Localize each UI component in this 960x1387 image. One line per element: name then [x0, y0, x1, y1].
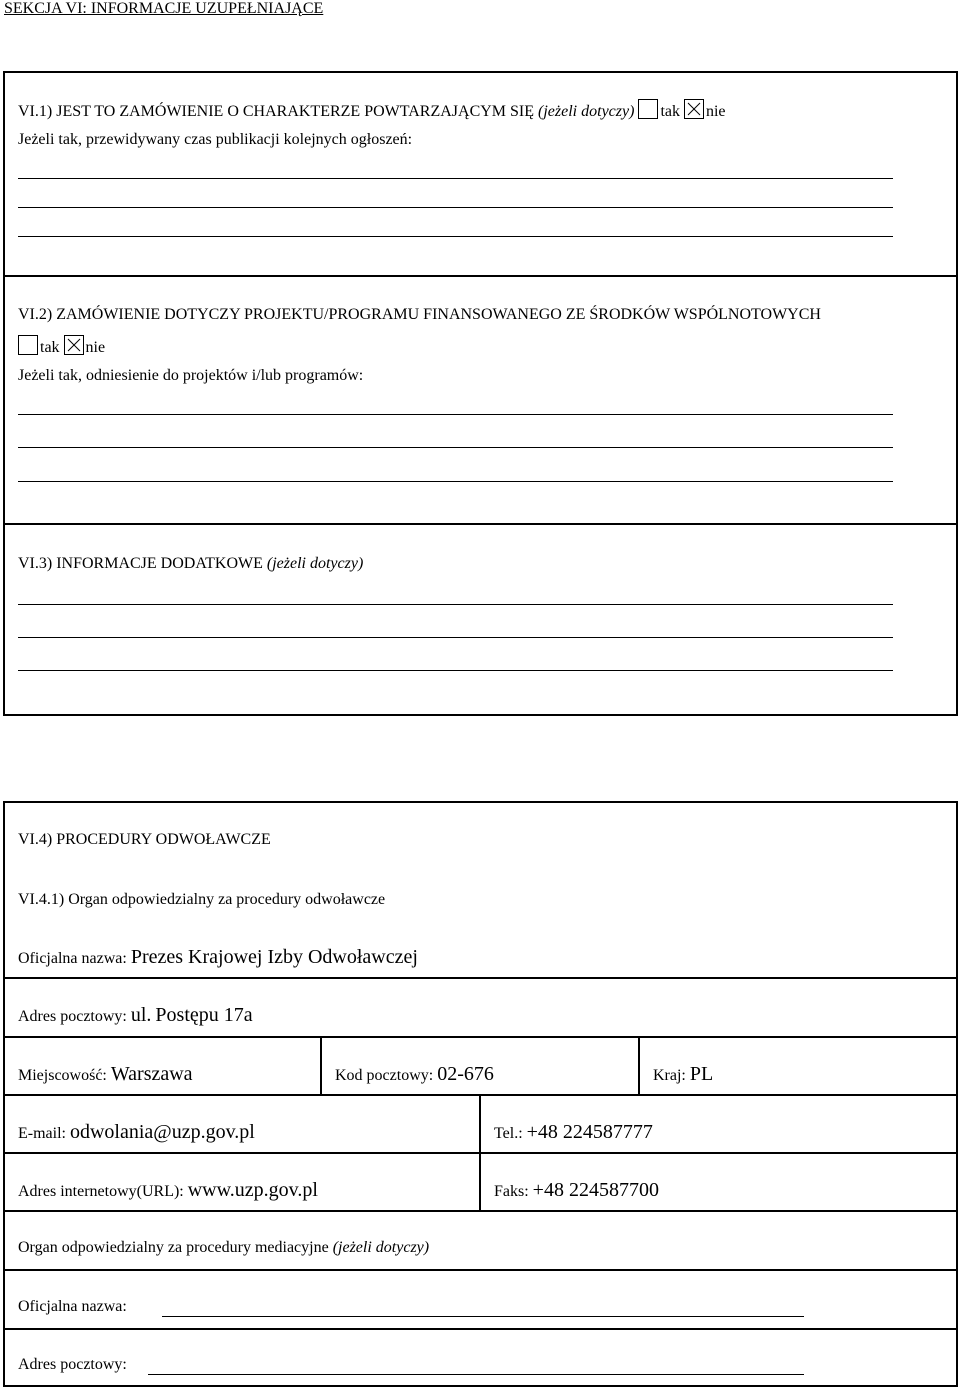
vi3-title: VI.3) INFORMACJE DODATKOWE	[18, 555, 263, 572]
fax-label: Faks:	[494, 1183, 529, 1200]
vi1-note: (jeżeli dotyczy)	[538, 103, 635, 120]
vi2-options	[18, 335, 105, 358]
mediation-address-line[interactable]	[148, 1374, 804, 1375]
vi2-title: VI.2) ZAMÓWIENIE DOTYCZY PROJEKTU/PROGRAMU FINANSOWANEGO ZE ŚRODKÓW WSPÓLNOTOWYCH	[18, 306, 821, 323]
address-prefix: ul.	[130, 1004, 152, 1026]
mediation-name-field	[18, 1297, 127, 1317]
city-label: Miejscowość:	[18, 1067, 107, 1084]
vi2-option-no: nie	[85, 339, 106, 356]
row-divider-2	[3, 1036, 958, 1038]
vi2-if-yes-text: odniesienie do projektów i/lub programów:	[85, 367, 364, 384]
address-field	[18, 1002, 253, 1030]
mediation-note: (jeżeli dotyczy)	[332, 1239, 430, 1256]
address-value: Postępu 17a	[155, 1004, 253, 1026]
row-divider-6	[3, 1269, 958, 1271]
vi1-heading	[18, 99, 726, 122]
country-value: PL	[689, 1063, 714, 1085]
row-divider-1	[3, 977, 958, 979]
official-name-value: Prezes Krajowej Izby Odwoławczej	[130, 946, 418, 968]
email-field	[18, 1119, 255, 1147]
vi3-line-3	[18, 670, 893, 671]
vi3-line-1	[18, 604, 893, 605]
vi1-title: VI.1) JEST TO ZAMÓWIENIE O CHARAKTERZE POWTARZAJĄCYM SIĘ	[18, 103, 535, 120]
city-value: Warszawa	[110, 1063, 193, 1085]
col-divider-1	[320, 1036, 322, 1094]
mediation-title: Organ odpowiedzialny za procedury mediacyjne	[18, 1239, 329, 1256]
vi1-checkbox-no[interactable]	[684, 99, 704, 119]
vi1-checkbox-yes[interactable]	[638, 99, 658, 119]
mediation-address-field	[18, 1355, 127, 1375]
fax-field	[494, 1177, 659, 1205]
vi2-line-1	[18, 414, 893, 415]
section-title: SEKCJA VI: INFORMACJE UZUPEŁNIAJĄCE	[4, 0, 324, 17]
vi2-checkbox-yes[interactable]	[18, 335, 38, 355]
mediation-heading	[18, 1238, 429, 1258]
info-box	[3, 71, 958, 716]
phone-field	[494, 1119, 653, 1147]
email-value[interactable]: odwolania@uzp.gov.pl	[69, 1121, 255, 1143]
divider-vi1-vi2	[3, 275, 958, 277]
vi4-title: VI.4) PROCEDURY ODWOŁAWCZE	[18, 831, 271, 848]
phone-value: +48 224587777	[526, 1121, 653, 1143]
postal-value: 02-676	[437, 1063, 494, 1085]
phone-label: Tel.:	[494, 1125, 523, 1142]
col-divider-2	[638, 1036, 640, 1094]
vi1-line-1	[18, 178, 893, 179]
fax-value: +48 224587700	[532, 1179, 659, 1201]
vi2-checkbox-no[interactable]	[64, 335, 84, 355]
url-field	[18, 1177, 318, 1205]
vi1-if-yes-text: przewidywany czas publikacji kolejnych ogłoszeń:	[85, 131, 413, 148]
vi2-line-3	[18, 481, 893, 482]
address-label: Adres pocztowy:	[18, 1008, 127, 1025]
official-name-label: Oficjalna nazwa:	[18, 950, 127, 967]
mediation-name-label: Oficjalna nazwa:	[18, 1298, 127, 1315]
country-label: Kraj:	[653, 1067, 686, 1084]
url-value[interactable]: www.uzp.gov.pl	[187, 1179, 318, 1201]
city-field	[18, 1061, 193, 1089]
vi2-if-yes-bold: Jeżeli tak,	[18, 367, 82, 384]
vi1-option-no: nie	[705, 103, 726, 120]
url-label: Adres internetowy(URL):	[18, 1183, 184, 1200]
vi2-if-yes	[18, 366, 363, 386]
vi2-option-yes: tak	[40, 339, 60, 356]
mediation-name-line[interactable]	[162, 1316, 804, 1317]
vi3-line-2	[18, 637, 893, 638]
official-name-field	[18, 944, 418, 972]
row-divider-7	[3, 1328, 958, 1330]
postal-label: Kod pocztowy:	[335, 1067, 434, 1084]
vi1-if-yes	[18, 130, 412, 150]
vi1-line-2	[18, 207, 893, 208]
vi3-note: (jeżeli dotyczy)	[266, 555, 364, 572]
country-field	[653, 1061, 713, 1089]
vi1-line-3	[18, 236, 893, 237]
vi2-line-2	[18, 447, 893, 448]
vi3-heading	[18, 554, 363, 574]
vi1-option-yes: tak	[660, 103, 680, 120]
vi4-sub-title: VI.4.1) Organ odpowiedzialny za procedury odwoławcze	[18, 891, 386, 908]
vi1-if-yes-bold: Jeżeli tak,	[18, 131, 82, 148]
row-divider-4	[3, 1152, 958, 1154]
row-divider-5	[3, 1210, 958, 1212]
mediation-address-label: Adres pocztowy:	[18, 1356, 127, 1373]
divider-vi2-vi3	[3, 523, 958, 525]
email-label: E-mail:	[18, 1125, 66, 1142]
postal-field	[335, 1061, 494, 1089]
